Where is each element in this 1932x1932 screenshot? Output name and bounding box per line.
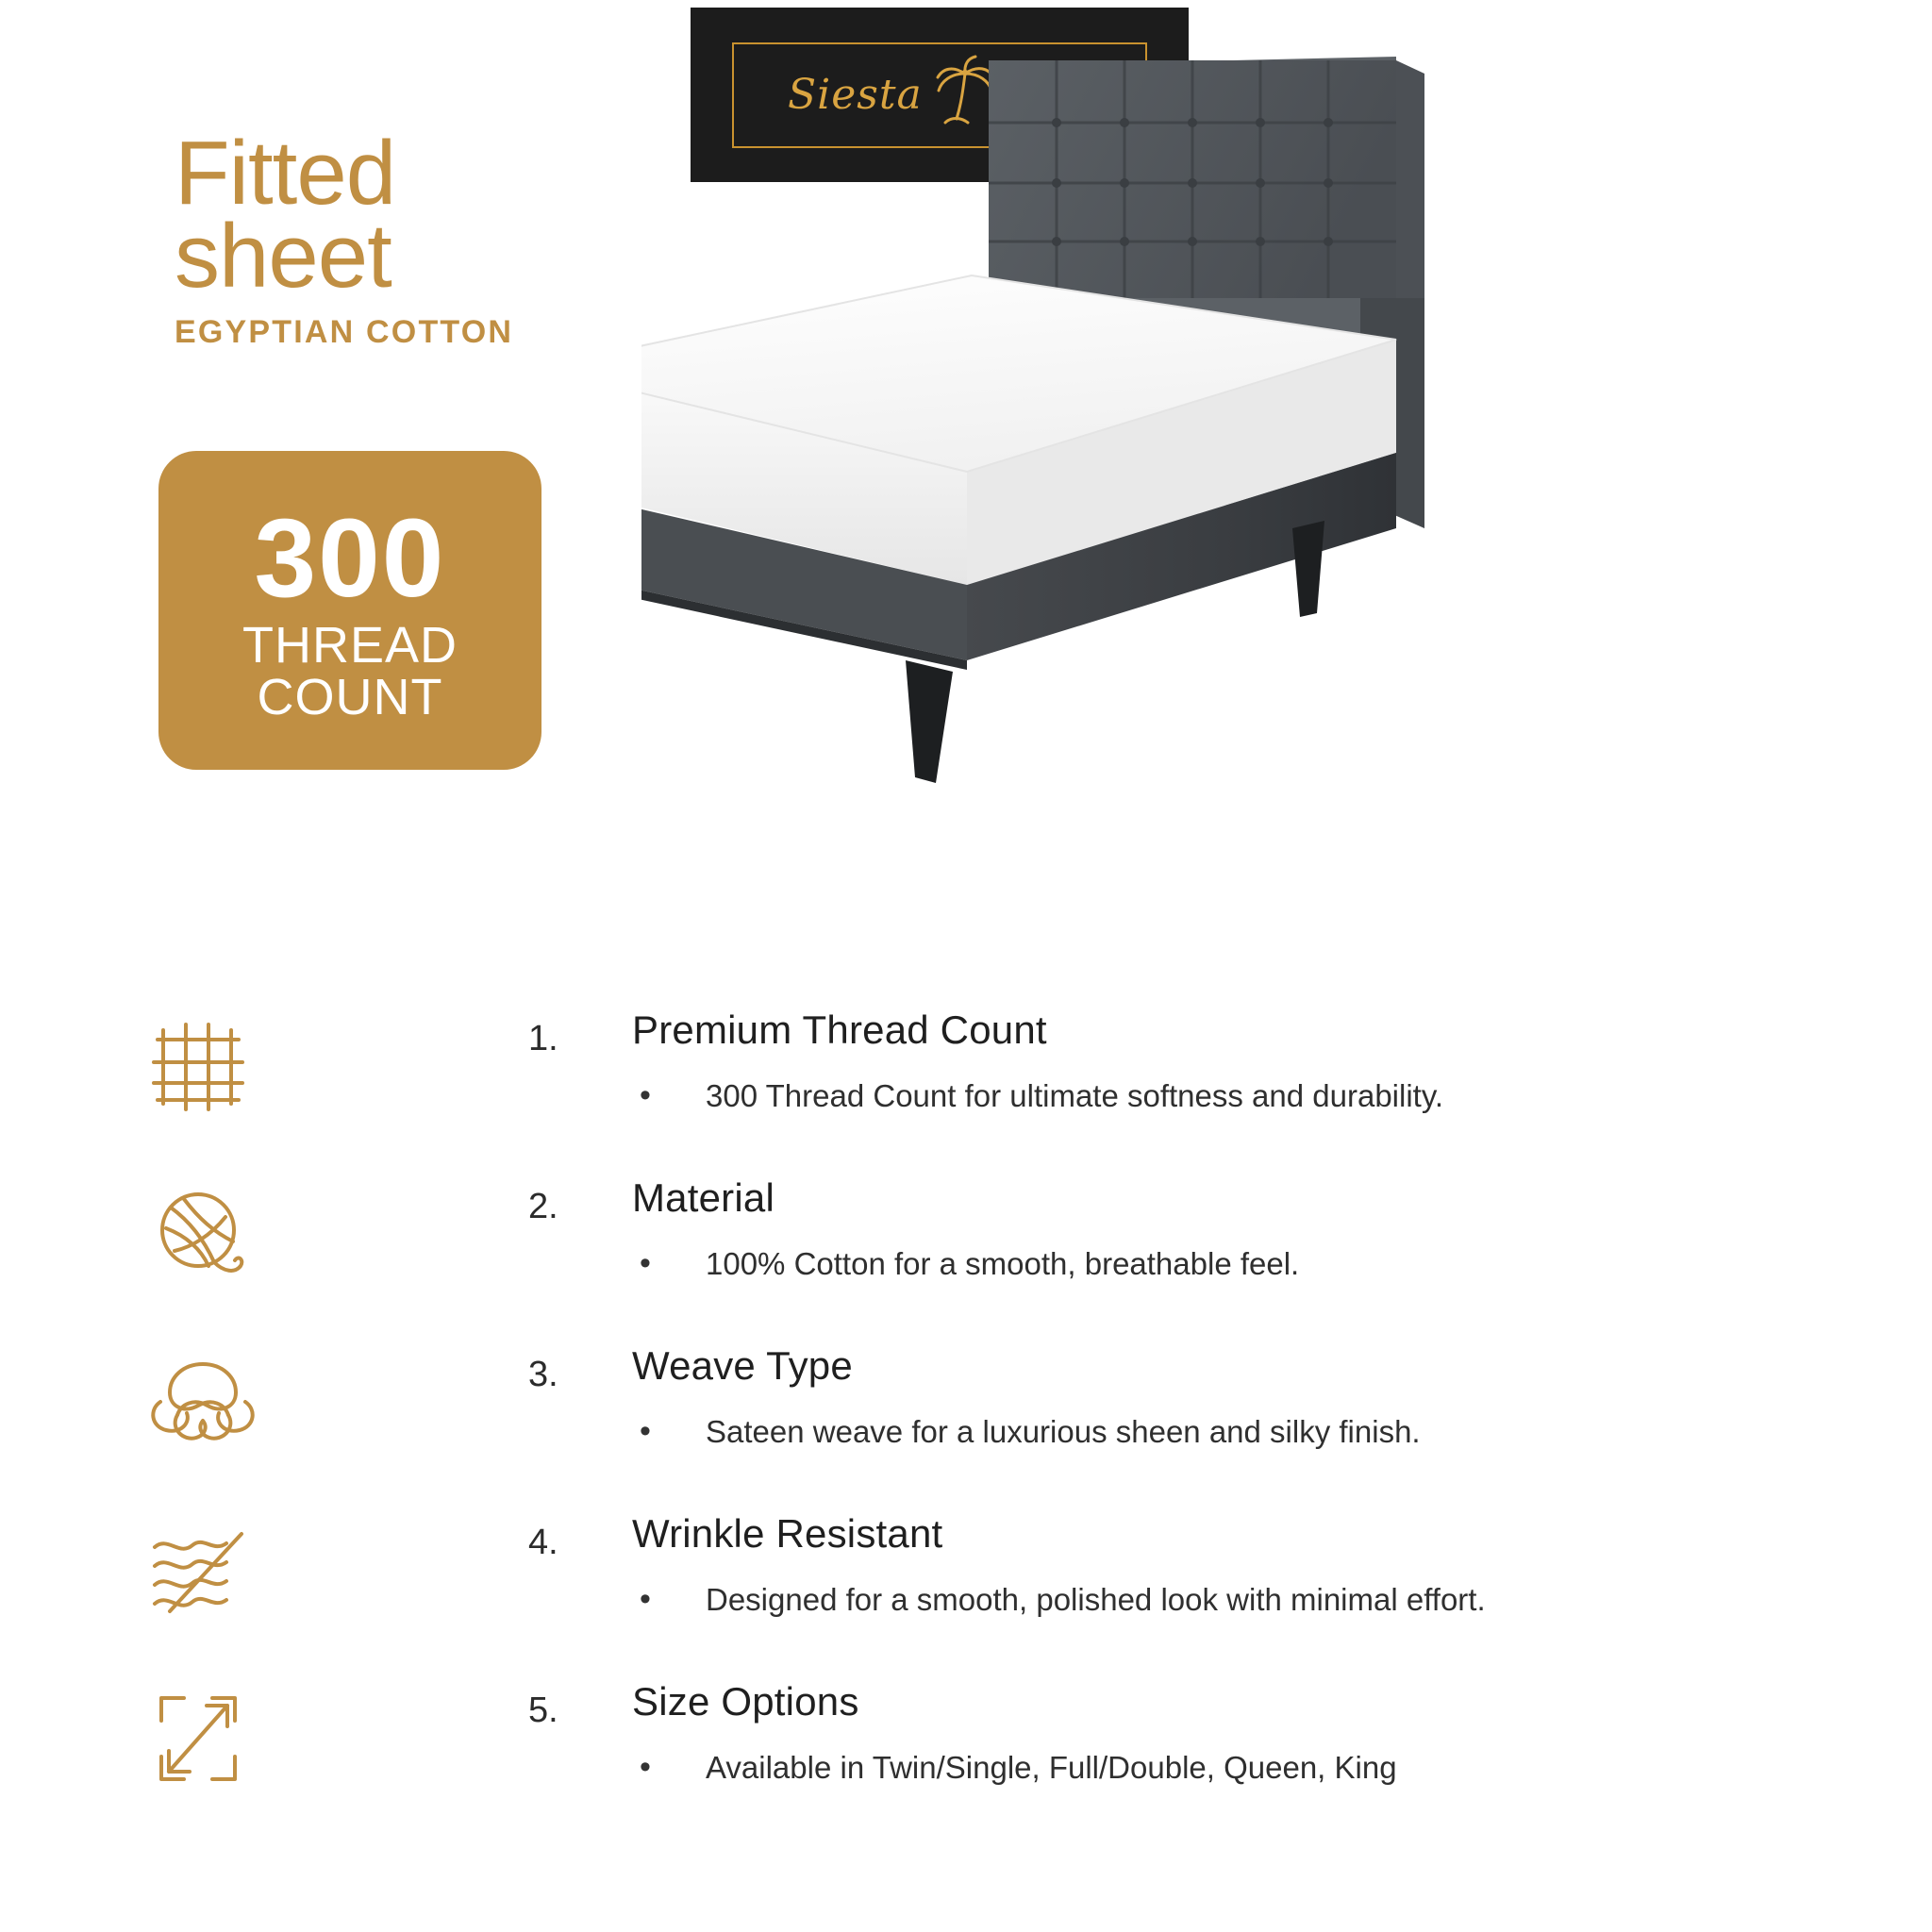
feature-detail: Sateen weave for a luxurious sheen and silky finish. — [706, 1414, 1421, 1449]
brand-name-left: Siesta — [788, 71, 923, 119]
feature-bullet-marker: • — [640, 1077, 651, 1113]
feature-detail: 300 Thread Count for ultimate softness and durability. — [706, 1078, 1444, 1113]
feature-title: Weave Type — [632, 1343, 853, 1388]
feature-bullet-marker: • — [640, 1245, 651, 1281]
feature-number: 5. — [528, 1690, 558, 1730]
endless-knot-icon — [132, 1341, 274, 1464]
feature-list — [132, 1000, 1811, 1840]
feature-number: 1. — [528, 1019, 558, 1058]
feature-bullet-marker: • — [640, 1413, 651, 1449]
feature-number: 4. — [528, 1523, 558, 1562]
feature-bullet-marker: • — [640, 1581, 651, 1617]
thread-count-badge — [158, 451, 541, 770]
feature-title: Material — [632, 1175, 774, 1220]
feature-item — [132, 1504, 1811, 1672]
thread-count-number: 300 — [254, 495, 446, 621]
feature-bullet-marker: • — [640, 1749, 651, 1785]
headline-subtitle: EGYPTIAN COTTON — [175, 313, 514, 350]
headline-block — [175, 123, 580, 351]
thread-count-word-1: THREAD — [242, 616, 458, 674]
feature-item — [132, 1672, 1811, 1840]
feature-title: Premium Thread Count — [632, 1008, 1047, 1052]
feature-number: 2. — [528, 1187, 558, 1226]
feature-number: 3. — [528, 1355, 558, 1394]
woven-fabric-icon — [132, 1006, 274, 1128]
wrinkle-waves-icon — [132, 1509, 274, 1632]
feature-item — [132, 1336, 1811, 1504]
feature-item — [132, 1000, 1811, 1168]
feature-detail: Available in Twin/Single, Full/Double, Queen, King — [706, 1750, 1397, 1785]
yarn-ball-icon — [132, 1174, 274, 1296]
feature-title: Size Options — [632, 1679, 859, 1724]
feature-detail: Designed for a smooth, polished look with minimal effort. — [706, 1582, 1486, 1617]
headline-line-1: Fitted — [175, 123, 396, 224]
resize-arrows-icon — [132, 1677, 274, 1800]
feature-item — [132, 1168, 1811, 1336]
headline-line-2: sheet — [175, 206, 391, 308]
feature-title: Wrinkle Resistant — [632, 1511, 943, 1556]
thread-count-word-2: COUNT — [257, 669, 443, 725]
product-bed-image — [641, 57, 1896, 896]
feature-detail: 100% Cotton for a smooth, breathable feel. — [706, 1246, 1300, 1281]
